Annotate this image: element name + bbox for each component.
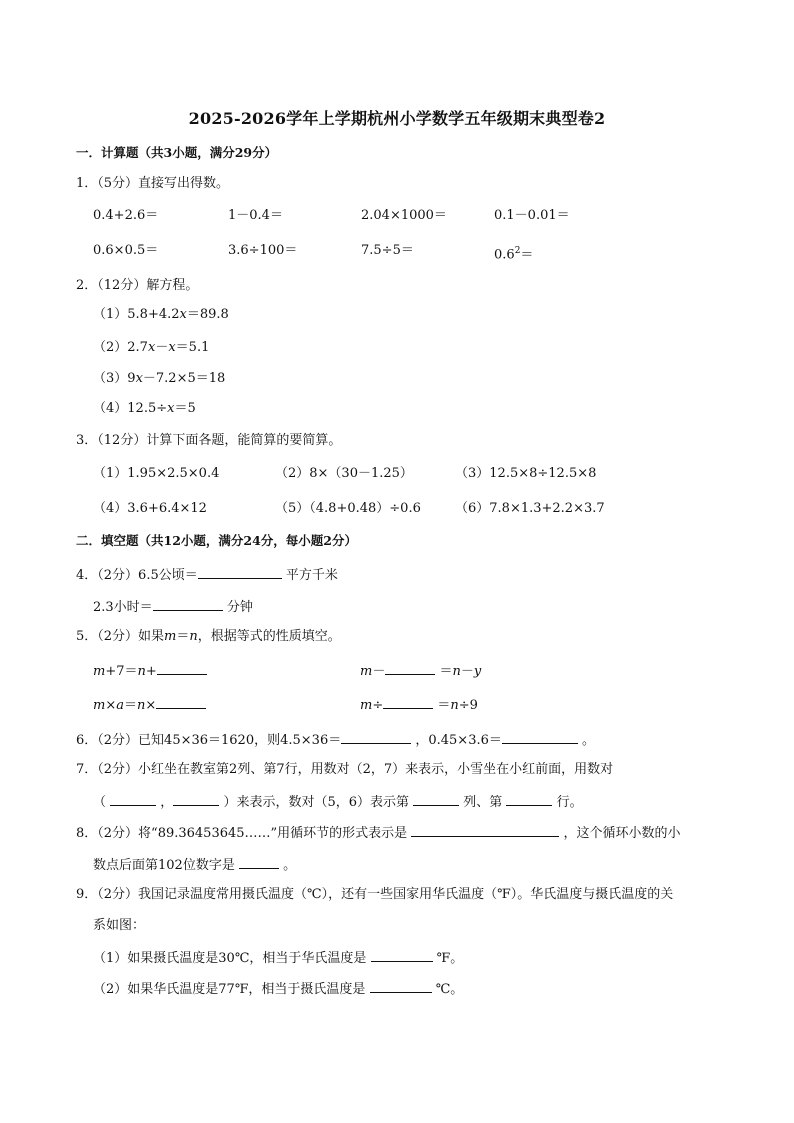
q2-item: （4）12.5÷x＝5 <box>93 401 196 416</box>
q6-line: 6．（2分）已知45×36＝1620，则4.5×36＝ ，0.45×3.6＝ 。 <box>76 730 595 750</box>
answer-blank[interactable] <box>341 730 411 744</box>
q1-item: 3.6÷100＝ <box>228 243 298 258</box>
q3-item: （4）3.6+6.4×12 <box>93 501 207 516</box>
answer-blank[interactable] <box>239 855 279 869</box>
q7-line1: 7．（2分）小红坐在教室第2列、第7行，用数对（2，7）来表示，小雪坐在小红前面，用数对 <box>76 762 614 777</box>
answer-blank[interactable] <box>153 597 223 611</box>
q5-stem: 5．（2分）如果m＝n，根据等式的性质填空。 <box>76 629 341 644</box>
q5-item-a: m+7＝n+ <box>93 661 207 681</box>
q1-item-power <box>494 242 533 264</box>
exam-title: 2025-2026学年上学期杭州小学数学五年级期末典型卷2 <box>188 109 606 128</box>
q5-item-c: m×a＝n× <box>93 695 206 715</box>
q9-line2: 系如图： <box>93 918 146 933</box>
q7-line2: （ ， ）来表示，数对（5，6）表示第 列、第 行。 <box>93 792 583 812</box>
section2-heading: 二．填空题（共12小题，满分24分，每小题2分） <box>76 533 357 548</box>
section1-heading: 一．计算题（共3小题，满分29分） <box>76 145 278 160</box>
q5-item-b: m－ ＝n－y <box>360 661 481 681</box>
q1-item: 7.5÷5＝ <box>361 243 414 258</box>
q9-sub2: （2）如果华氏温度是77℉，相当于摄氏温度是 ℃。 <box>93 979 463 999</box>
power-base: 0.6 <box>494 247 515 263</box>
answer-blank[interactable] <box>156 695 206 709</box>
q5-item-d: m÷ ＝n÷9 <box>360 695 478 715</box>
answer-blank[interactable] <box>411 823 559 837</box>
q2-item: （3）9x－7.2×5＝18 <box>93 371 226 386</box>
answer-blank[interactable] <box>385 661 435 675</box>
answer-blank[interactable] <box>413 792 459 806</box>
answer-blank[interactable] <box>173 792 219 806</box>
q1-item: 2.04×1000＝ <box>361 208 447 223</box>
answer-blank[interactable] <box>383 695 433 709</box>
q3-item: （2）8×（30－1.25） <box>275 466 413 481</box>
answer-blank[interactable] <box>502 730 578 744</box>
q1-item: 1－0.4＝ <box>228 208 283 223</box>
q4-line1: 4．（2分）6.5公顷＝ 平方千米 <box>76 565 338 585</box>
q8-line2: 数点后面第102位数字是 。 <box>93 855 296 875</box>
q3-item: （1）1.95×2.5×0.4 <box>93 466 220 481</box>
answer-blank[interactable] <box>198 565 282 579</box>
q1-stem: 1．（5分）直接写出得数。 <box>76 176 230 191</box>
q3-stem: 3．（12分）计算下面各题，能简算的要简算。 <box>76 433 342 448</box>
q9-line1: 9．（2分）我国记录温度常用摄氏温度（℃），还有一些国家用华氏温度（℉）。华氏温度与摄氏温度的关 <box>76 887 674 902</box>
answer-blank[interactable] <box>370 979 432 993</box>
q2-stem: 2．（12分）解方程。 <box>76 278 199 293</box>
answer-blank[interactable] <box>157 661 207 675</box>
q8-line1: 8．（2分）将“89.36453645……”用循环节的形式表示是 ，这个循环小数的小 <box>76 823 680 843</box>
q2-item: （2）2.7x－x＝5.1 <box>93 340 210 355</box>
q3-item: （3）12.5×8÷12.5×8 <box>455 466 597 481</box>
q1-item: 0.6×0.5＝ <box>93 243 159 258</box>
q3-item: （5）（4.8+0.48）÷0.6 <box>275 501 421 516</box>
q4-line2: 2.3小时＝ 分钟 <box>93 597 253 617</box>
q2-item: （1）5.8+4.2x＝89.8 <box>93 307 229 322</box>
q1-item: 0.4+2.6＝ <box>93 208 159 223</box>
q3-item: （6）7.8×1.3+2.2×3.7 <box>455 501 605 516</box>
answer-blank[interactable] <box>371 948 433 962</box>
power-exponent: 2 <box>514 246 521 256</box>
q1-item: 0.1－0.01＝ <box>494 208 570 223</box>
q9-sub1: （1）如果摄氏温度是30℃，相当于华氏温度是 ℉。 <box>93 948 463 968</box>
answer-blank[interactable] <box>506 792 552 806</box>
answer-blank[interactable] <box>110 792 156 806</box>
equals-sign: ＝ <box>520 247 534 263</box>
